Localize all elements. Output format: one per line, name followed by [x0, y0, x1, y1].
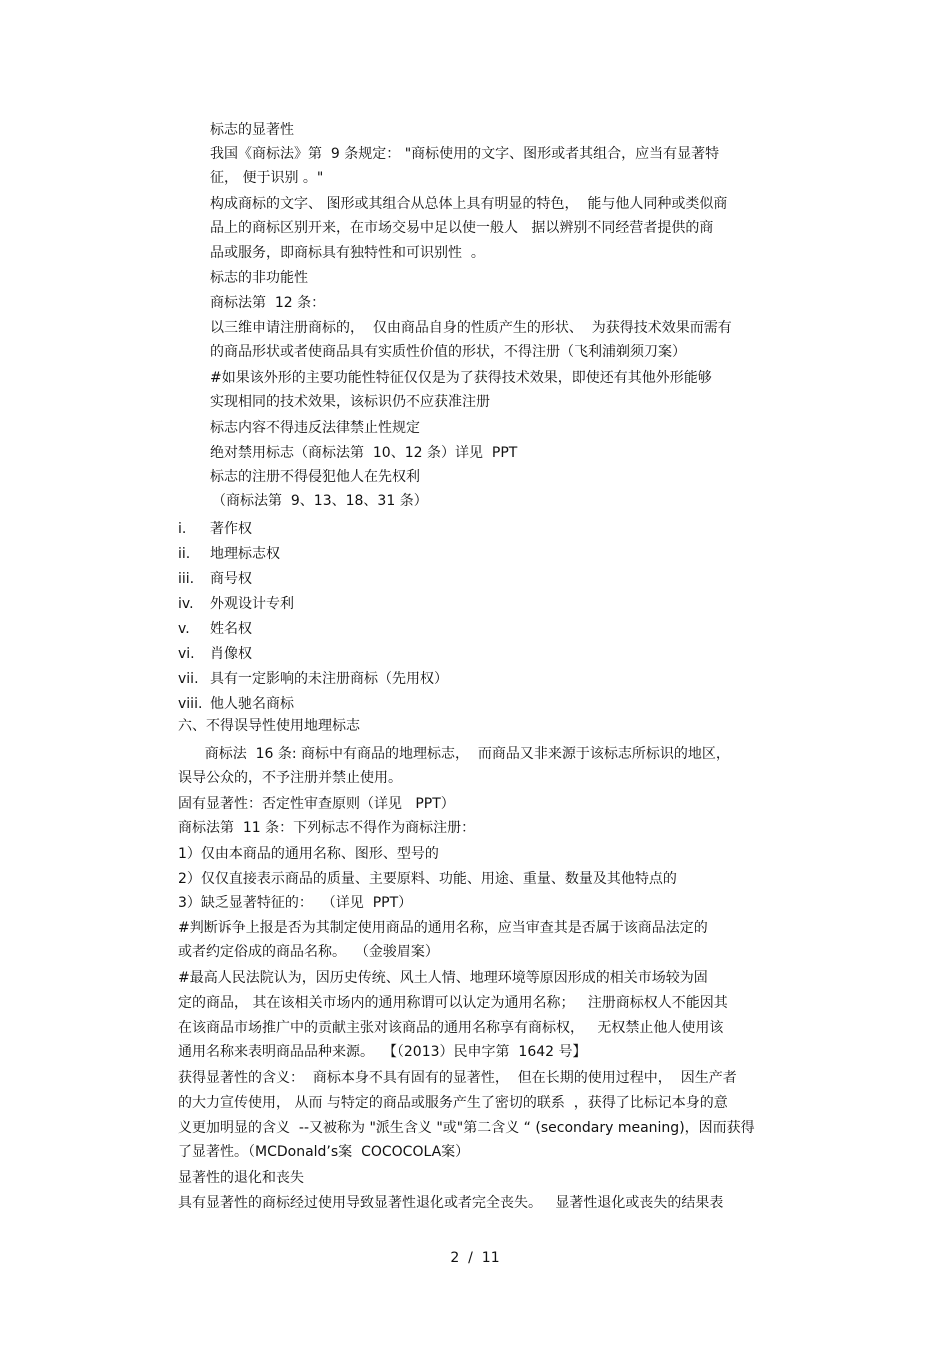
list-marker: ii.	[178, 546, 191, 562]
text-line: 品上的商标区别开来，在市场交易中足以使一般人 据以辨别不同经营者提供的商	[210, 220, 714, 236]
text-line: 定的商品， 其在该相关市场内的通用称谓可以认定为通用名称； 注册商标权人不能因其	[178, 995, 728, 1011]
text-line: 商标法第 11 条：下列标志不得作为商标注册：	[178, 820, 476, 836]
text-line: #如果该外形的主要功能性特征仅仅是为了获得技术效果，即使还有其他外形能够	[210, 370, 712, 386]
text-line: 了显著性。（MCDonald’s案 COCOCOLA案）	[178, 1144, 470, 1160]
heading-degeneration: 显著性的退化和丧失	[178, 1170, 304, 1186]
list-item: 著作权	[210, 521, 252, 537]
text-line: 我国《商标法》第 9 条规定： "商标使用的文字、图形或者其组合，应当有显著特	[210, 146, 720, 162]
heading-prior-rights: 标志的注册不得侵犯他人在先权利	[210, 469, 420, 485]
list-marker: v.	[178, 621, 190, 637]
text-line: 或者约定俗成的商品名称。 （金骏眉案）	[178, 944, 439, 960]
list-marker: iv.	[178, 596, 194, 612]
list-item: 外观设计专利	[210, 596, 294, 612]
list-item: 他人驰名商标	[210, 696, 294, 712]
text-line: 征， 便于识别 。"	[210, 170, 324, 186]
heading-geographic-indication: 六、不得误导性使用地理标志	[178, 718, 360, 734]
text-line: 构成商标的文字、 图形或其组合从总体上具有明显的特色， 能与他人同种或类似商	[210, 196, 728, 212]
text-line: 义更加明显的含义 --又被称为 "派生含义 "或"第二含义 “ (secondary meaning)，因而获得	[178, 1120, 755, 1136]
list-item: 地理标志权	[210, 546, 280, 562]
list-marker: vi.	[178, 646, 195, 662]
list-marker: iii.	[178, 571, 195, 587]
list-item: 具有一定影响的未注册商标（先用权）	[210, 671, 448, 687]
text-line: 固有显著性：否定性审查原则（详见 PPT）	[178, 796, 455, 812]
text-line: 的大力宣传使用， 从而 与特定的商品或服务产生了密切的联系 ，获得了比标记本身的意	[178, 1095, 728, 1111]
text-line: 通用名称来表明商品品种来源。 【（2013）民申字第 1642 号】	[178, 1044, 587, 1060]
list-marker: i.	[178, 521, 187, 537]
heading-distinctiveness: 标志的显著性	[210, 122, 294, 138]
text-line: 3）缺乏显著特征的： （详见 PPT）	[178, 895, 413, 911]
text-line: 品或服务，即商标具有独特性和可识别性 。	[210, 245, 485, 261]
text-line: 以三维申请注册商标的， 仅由商品自身的性质产生的形状、 为获得技术效果而需有	[210, 320, 732, 336]
page-number: 2 / 11	[450, 1250, 500, 1266]
list-marker: viii.	[178, 696, 203, 712]
text-line: 的商品形状或者使商品具有实质性价值的形状，不得注册（飞利浦剃须刀案）	[210, 344, 686, 360]
text-line: 商标法第 12 条：	[210, 295, 326, 311]
heading-nonfunctional: 标志的非功能性	[210, 270, 308, 286]
list-item: 姓名权	[210, 621, 252, 637]
text-line: （商标法第 9、13、18、31 条）	[212, 493, 428, 509]
list-item: 肖像权	[210, 646, 252, 662]
text-line: 1）仅由本商品的通用名称、图形、型号的	[178, 846, 439, 862]
text-line: 获得显著性的含义： 商标本身不具有固有的显著性， 但在长期的使用过程中， 因生产者	[178, 1070, 737, 1086]
text-line: 具有显著性的商标经过使用导致显著性退化或者完全丧失。 显著性退化或丧失的结果表	[178, 1195, 724, 1211]
text-line: #判断诉争上报是否为其制定使用商品的通用名称，应当审查其是否属于该商品法定的	[178, 920, 708, 936]
text-line: 绝对禁用标志（商标法第 10、12 条）详见 PPT	[210, 445, 518, 461]
text-line: #最高人民法院认为，因历史传统、风土人情、地理环境等原因形成的相关市场较为固	[178, 970, 708, 986]
list-marker: vii.	[178, 671, 199, 687]
list-item: 商号权	[210, 571, 252, 587]
text-line: 2）仅仅直接表示商品的质量、主要原料、功能、用途、重量、数量及其他特点的	[178, 871, 677, 887]
text-line: 误导公众的，不予注册并禁止使用。	[178, 770, 402, 786]
text-line: 商标法 16 条: 商标中有商品的地理标志， 而商品又非来源于该标志所标识的地区，	[178, 746, 730, 762]
heading-legal-prohibition: 标志内容不得违反法律禁止性规定	[210, 420, 420, 436]
text-line: 实现相同的技术效果，该标识仍不应获准注册	[210, 394, 490, 410]
text-line: 在该商品市场推广中的贡献主张对该商品的通用名称享有商标权， 无权禁止他人使用该	[178, 1020, 724, 1036]
